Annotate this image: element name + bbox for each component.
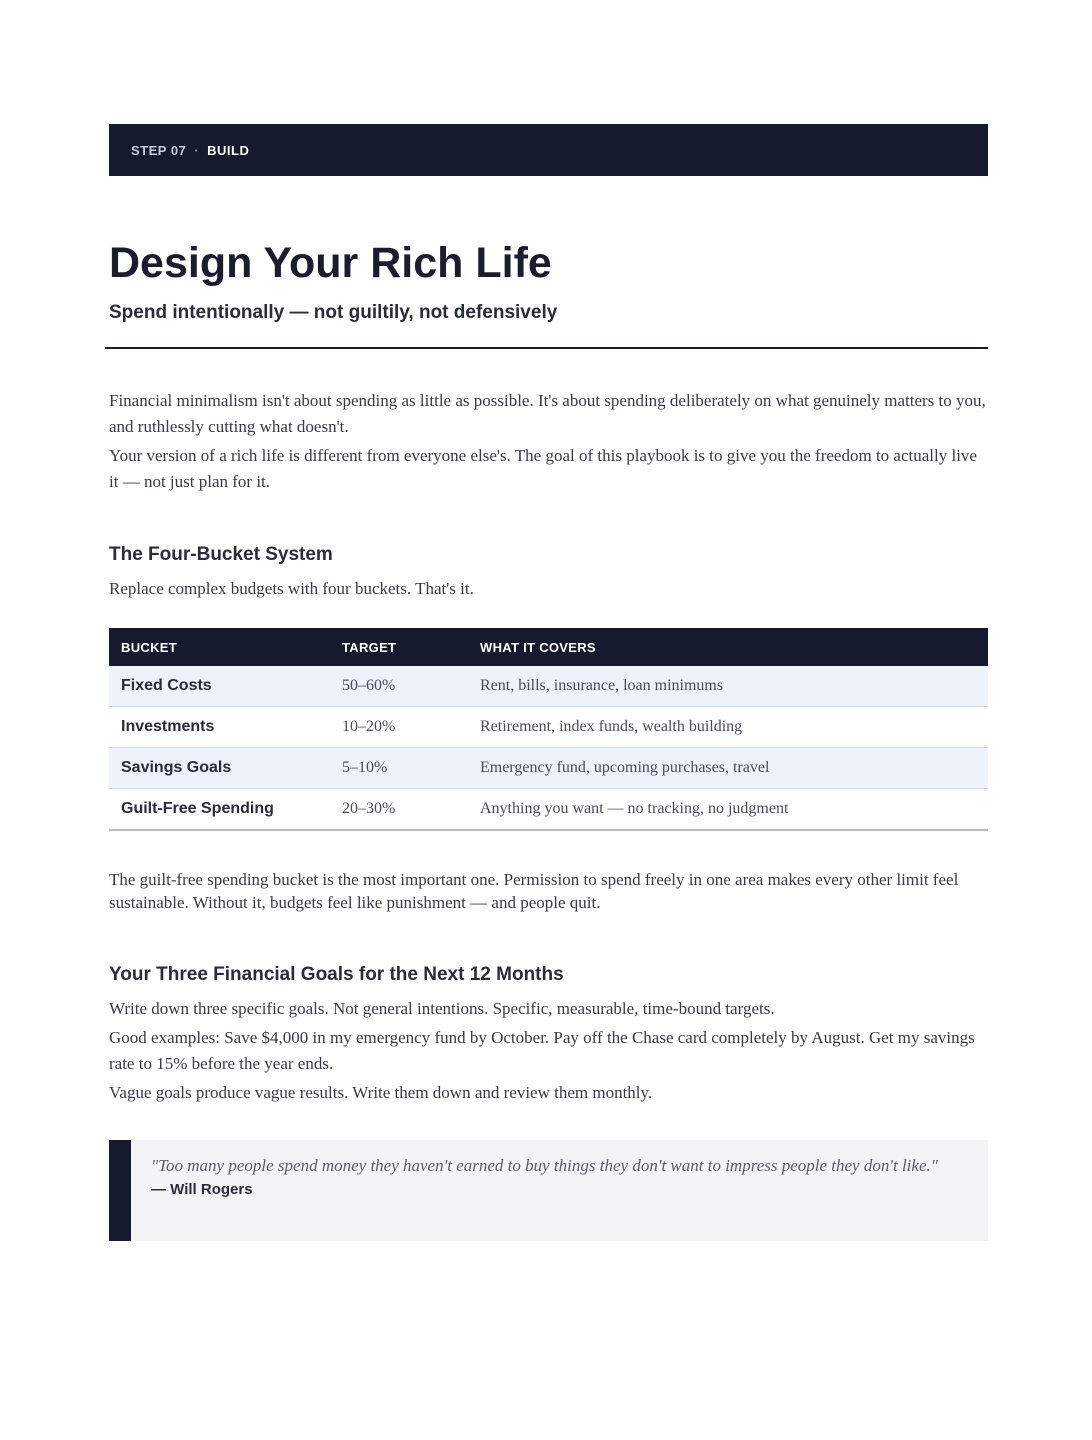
playbook-page [109, 124, 988, 1241]
table-row [109, 666, 988, 707]
bucket-name: Investments [109, 707, 330, 748]
column-header-bucket: BUCKET [121, 639, 177, 655]
step-separator: · [194, 142, 200, 158]
column-header-covers: WHAT IT COVERS [480, 639, 596, 655]
four-bucket-section [109, 542, 988, 831]
bucket-covers: Emergency fund, upcoming purchases, travel [468, 748, 988, 789]
page-subtitle: Spend intentionally — not guiltily, not defensively [109, 302, 558, 323]
bucket-table [109, 628, 988, 831]
quote-accent-bar [109, 1140, 131, 1241]
quote-text: "Too many people spend money they haven't earned to buy things they don't want to impress people they don't like." [151, 1156, 938, 1175]
table-row [109, 707, 988, 748]
intro-section [109, 388, 988, 495]
column-header-target: TARGET [342, 639, 397, 655]
bucket-note-section [109, 868, 988, 914]
intro-paragraph: Your version of a rich life is different from everyone else's. The goal of this playbook is to give you the freedom to actually live it — not just plan for it. [109, 446, 977, 491]
title-divider [105, 347, 988, 349]
section-heading: The Four-Bucket System [109, 544, 333, 565]
goals-paragraph: Write down three specific goals. Not general intentions. Specific, measurable, time-bound targets. [109, 999, 775, 1018]
goals-paragraph: Vague goals produce vague results. Write them down and review them monthly. [109, 1083, 653, 1102]
section-heading: Your Three Financial Goals for the Next 12 Months [109, 964, 564, 985]
bucket-covers: Anything you want — no tracking, no judgment [468, 789, 988, 831]
bucket-note: The guilt-free spending bucket is the most important one. Permission to spend freely in one area makes every other limit feel sustainable. Without it, budgets feel like punishment — and people quit. [109, 870, 959, 912]
quote-content [131, 1140, 951, 1241]
step-banner [109, 124, 988, 176]
bucket-covers: Rent, bills, insurance, loan minimums [468, 666, 988, 707]
pull-quote [109, 1140, 988, 1241]
step-stage: BUILD [207, 142, 250, 158]
bucket-target: 50–60% [330, 666, 468, 707]
goals-section [109, 962, 988, 1106]
bucket-name: Guilt-Free Spending [109, 789, 330, 831]
goals-paragraph: Good examples: Save $4,000 in my emergency fund by October. Pay off the Chase card completely by August. Get my savings rate to 15% before the year ends. [109, 1028, 975, 1073]
quote-author: — Will Rogers [151, 1181, 253, 1198]
bucket-target: 20–30% [330, 789, 468, 831]
bucket-name: Fixed Costs [109, 666, 330, 707]
page-title: Design Your Rich Life [109, 239, 552, 287]
section-lead: Replace complex budgets with four buckets. That's it. [109, 579, 474, 598]
step-number: STEP 07 [131, 142, 187, 158]
table-row [109, 789, 988, 831]
table-row [109, 748, 988, 789]
bucket-target: 5–10% [330, 748, 468, 789]
bucket-covers: Retirement, index funds, wealth building [468, 707, 988, 748]
table-header-row [109, 628, 988, 666]
intro-paragraph: Financial minimalism isn't about spending as little as possible. It's about spending deliberately on what genuinely matters to you, and ruthlessly cutting what doesn't. [109, 391, 986, 436]
bucket-target: 10–20% [330, 707, 468, 748]
bucket-name: Savings Goals [109, 748, 330, 789]
